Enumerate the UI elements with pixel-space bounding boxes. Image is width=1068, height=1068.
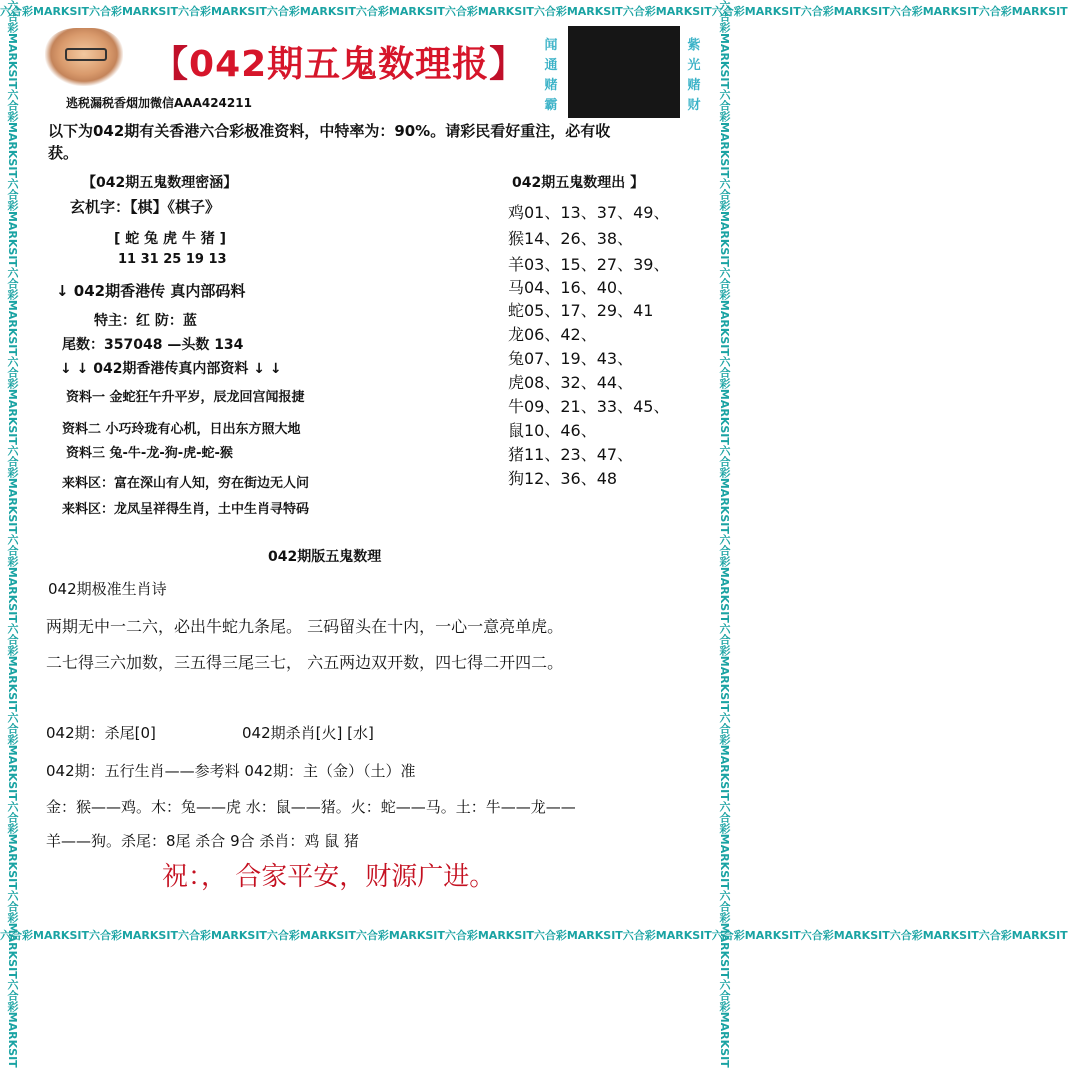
weishu-line: 尾数：357048 —头数 134 xyxy=(62,337,244,353)
qr-code xyxy=(568,26,680,118)
avatar xyxy=(45,28,123,86)
list-item: 猪11、23、47、 xyxy=(508,445,634,464)
border-top: 六合彩MARKSIT六合彩MARKSIT六合彩MARKSIT六合彩MARKSIT六合彩MARKSIT六合彩MARKSIT六合彩MARKSIT六合彩MARKSIT六合彩MARKSIT六合彩MARKSIT六合彩MARKSIT六合彩MARKSIT xyxy=(0,5,1068,18)
list-item: 鼠10、46、 xyxy=(508,421,597,440)
wuxing-line-3: 羊——狗。杀尾：8尾 杀合 9合 杀肖：鸡 鼠 猪 xyxy=(46,832,359,850)
section-title: 【042期五鬼数理密涵】 xyxy=(82,175,238,191)
intro-line-2: 获。 xyxy=(48,144,79,162)
hk-title: ↓ 042期香港传 真内部码料 xyxy=(56,282,246,300)
subtitle: 042期版五鬼数理 xyxy=(268,549,382,565)
border-bottom: 六合彩MARKSIT六合彩MARKSIT六合彩MARKSIT六合彩MARKSIT六合彩MARKSIT六合彩MARKSIT六合彩MARKSIT六合彩MARKSIT六合彩MARKSIT六合彩MARKSIT六合彩MARKSIT六合彩MARKSIT xyxy=(0,929,1068,942)
list-item: 羊03、15、27、39、 xyxy=(508,255,670,274)
list-item: 猴14、26、38、 xyxy=(508,229,634,248)
kill-zodiac: 042期杀肖[火] [水] xyxy=(242,724,374,742)
list-item: 虎08、32、44、 xyxy=(508,373,634,392)
intro-line-1: 以下为042期有关香港六合彩极准资料，中特率为：90%。请彩民看好重注，必有收 xyxy=(48,122,611,140)
xuanji-line: 玄机字：【棋】《棋子》 xyxy=(70,198,221,216)
wuxing-line: 042期：五行生肖——参考料 042期：主（金）（土）准 xyxy=(46,762,416,780)
ziliao-1: 资料一 金蛇狂午升平岁，辰龙回宫闻报捷 xyxy=(66,390,305,405)
border-right xyxy=(714,0,734,1068)
border-right-text: 六合彩MARKSIT六合彩MARKSIT六合彩MARKSIT六合彩MARKSIT六合彩MARKSIT六合彩MARKSIT六合彩MARKSIT六合彩MARKSIT六合彩MARKSIT六合彩MARKSIT六合彩MARKSIT六合彩MARKSIT xyxy=(718,0,731,1068)
ziliao-2: 资料二 小巧玲珑有心机，日出东方照大地 xyxy=(62,422,301,437)
border-left-text: 六合彩MARKSIT六合彩MARKSIT六合彩MARKSIT六合彩MARKSIT六合彩MARKSIT六合彩MARKSIT六合彩MARKSIT六合彩MARKSIT六合彩MARKSIT六合彩MARKSIT六合彩MARKSIT六合彩MARKSIT xyxy=(6,0,19,1068)
list-item: 狗12、36、48 xyxy=(508,469,618,488)
kill-tail: 042期：杀尾[0] xyxy=(46,724,156,742)
right-title: 042期五鬼数理出 】 xyxy=(512,175,645,191)
list-item: 鸡01、13、37、49、 xyxy=(508,203,670,222)
zodiac-numbers: 11 31 25 19 13 xyxy=(118,252,227,267)
laiyuan-1: 来料区：富在深山有人知，穷在街边无人问 xyxy=(62,476,310,491)
border-left xyxy=(2,0,22,1068)
te-zhu-line: 特主：红 防：蓝 xyxy=(94,313,197,329)
wuxing-line-2: 金：猴——鸡。木：兔——虎 水：鼠——猪。火：蛇——马。土：牛——龙—— xyxy=(46,798,576,816)
zodiac-line: [ 蛇 兔 虎 牛 猪 ] xyxy=(114,231,227,247)
contact-line: 逃税漏税香烟加微信AAA424211 xyxy=(66,96,252,110)
title-text: 042期五鬼数理报 xyxy=(189,44,490,85)
glasses-icon xyxy=(65,48,107,61)
side-slogan-right: 紫光赌财 xyxy=(687,38,701,113)
page-title xyxy=(152,36,526,87)
title-bracket-left: 【 xyxy=(152,44,190,85)
laiyuan-2: 来料区：龙凤呈祥得生肖，土中生肖寻特码 xyxy=(62,502,310,517)
list-item: 马04、16、40、 xyxy=(508,278,634,297)
list-item: 牛09、21、33、45、 xyxy=(508,397,670,416)
poem-line-1: 两期无中一二六，必出牛蛇九条尾。 三码留头在十内，一心一意亮单虎。 xyxy=(46,617,564,636)
ziliao-3: 资料三 兔-牛-龙-狗-虎-蛇-猴 xyxy=(66,446,233,461)
list-item: 兔07、19、43、 xyxy=(508,349,634,368)
title-bracket-right: 】 xyxy=(489,44,527,85)
wish-line: 祝：， 合家平安，财源广进。 xyxy=(162,862,496,892)
side-slogan-left: 闻通赌霸 xyxy=(544,38,558,113)
hk-title-2: ↓ ↓ 042期香港传真内部资料 ↓ ↓ xyxy=(60,361,282,377)
list-item: 蛇05、17、29、41 xyxy=(508,301,654,320)
poem-title: 042期极准生肖诗 xyxy=(48,580,167,598)
poem-line-2: 二七得三六加数，三五得三尾三七， 六五两边双开数，四七得二开四二。 xyxy=(46,653,564,672)
list-item: 龙06、42、 xyxy=(508,325,597,344)
